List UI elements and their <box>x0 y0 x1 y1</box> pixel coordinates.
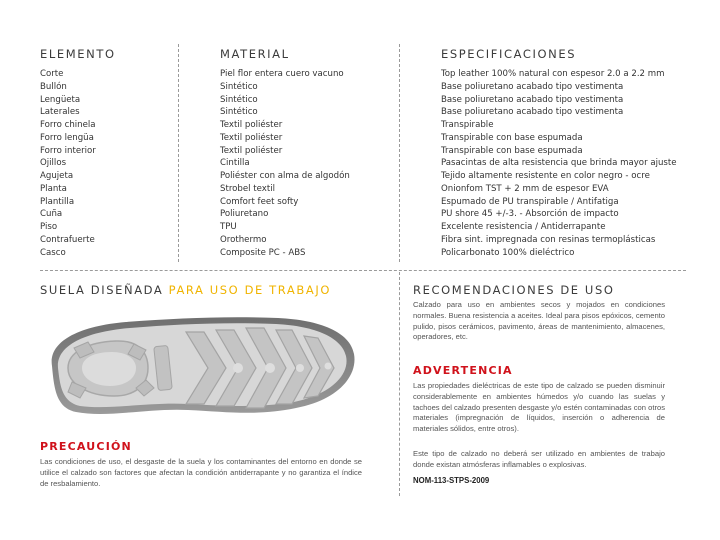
spec-cell: Policarbonato 100% dieléctrico <box>441 247 575 258</box>
spec-cell: Transpirable con base espumada <box>441 145 583 156</box>
elemento-cell: Forro lengüa <box>40 132 94 143</box>
spec-cell: Base poliuretano acabado tipo vestimenta <box>441 81 624 92</box>
material-cell: TPU <box>220 222 237 232</box>
material-cell: Composite PC - ABS <box>220 247 306 258</box>
elemento-cell: Plantilla <box>40 196 75 207</box>
column-divider <box>178 44 179 262</box>
material-cell: Sintético <box>220 81 258 92</box>
elemento-cell: Bullón <box>40 81 67 92</box>
suela-title <box>40 283 331 297</box>
spec-cell: Transpirable <box>441 120 494 130</box>
recomendaciones-text: Calzado para uso en ambientes secos y mojados en condiciones normales. Buena resistencia a aceites. Ideal para pisos epóxicos, cemento pulido, pisos cerámicos, pavimento, áreas de mantenimiento, almacenes, operadores, etc. <box>413 300 665 342</box>
material-cell: Poliéster con alma de algodón <box>220 171 350 181</box>
precaucion-title: PRECAUCIÓN <box>40 440 132 453</box>
elemento-cell: Contrafuerte <box>40 234 95 245</box>
spec-cell: Transpirable con base espumada <box>441 132 583 143</box>
spec-cell: Top leather 100% natural con espesor 2.0 a 2.2 mm <box>441 69 665 79</box>
spec-cell: Pasacintas de alta resistencia que brinda mayor ajuste <box>441 158 677 169</box>
spec-cell: Espumado de PU transpirable / Antifatiga <box>441 196 619 207</box>
material-cell: Sintético <box>220 94 258 105</box>
spec-list <box>441 68 677 259</box>
material-cell: Orothermo <box>220 234 267 245</box>
header-especificaciones: ESPECIFICACIONES <box>441 47 577 61</box>
elemento-cell: Agujeta <box>40 171 74 181</box>
spec-cell: Fibra sint. impregnada con resinas termoplásticas <box>441 234 656 245</box>
spec-cell: Onionfom TST + 2 mm de espesor EVA <box>441 183 609 194</box>
recomendaciones-title: RECOMENDACIONES DE USO <box>413 283 615 297</box>
elemento-cell: Forro chinela <box>40 120 96 130</box>
header-elemento: ELEMENTO <box>40 47 116 61</box>
material-list <box>220 68 350 259</box>
sole-image <box>38 308 360 426</box>
section-divider <box>40 270 686 271</box>
material-cell: Sintético <box>220 107 258 118</box>
suela-title-main: SUELA DISEÑADA <box>40 283 169 297</box>
spec-cell: Base poliuretano acabado tipo vestimenta <box>441 94 624 105</box>
material-cell: Textil poliéster <box>220 145 283 156</box>
material-cell: Strobel textil <box>220 183 276 194</box>
spec-cell: Tejido altamente resistente en color negro - ocre <box>441 171 650 181</box>
spec-cell: Excelente resistencia / Antiderrapante <box>441 222 606 232</box>
material-cell: Poliuretano <box>220 209 269 220</box>
material-cell: Textil poliéster <box>220 132 283 143</box>
elemento-cell: Cuña <box>40 209 63 220</box>
advertencia-text: Las propiedades dieléctricas de este tipo de calzado se pueden disminuir considerablemente en ambientes húmedos y/o cuando las suelas y tachoes del calzado presenten desgaste y/o estén contaminadas con otros materiales (impregnación de líquidos, inserción o adherencia de materiales sólidos, entre otros). <box>413 381 665 434</box>
spec-cell: PU shore 45 +/-3. - Absorción de impacto <box>441 209 619 220</box>
header-material: MATERIAL <box>220 47 290 61</box>
material-cell: Cintilla <box>220 158 250 169</box>
material-cell: Piel flor entera cuero vacuno <box>220 69 344 79</box>
precaucion-text: Las condiciones de uso, el desgaste de la suela y los contaminantes del entorno en donde se utilice el calzado son factores que afectan la condición antiderrapante y no garantiza el índice de resbalamiento. <box>40 457 362 488</box>
elemento-cell: Forro interior <box>40 145 96 156</box>
elemento-cell: Planta <box>40 183 67 194</box>
material-cell: Comfort feet softy <box>220 196 299 207</box>
advertencia-note: Este tipo de calzado no deberá ser utilizado en ambientes de trabajo donde existan atmósferas inflamables o explosivas. <box>413 449 665 469</box>
elemento-cell: Ojillos <box>40 158 67 169</box>
suela-title-accent: PARA USO DE TRABAJO <box>168 283 331 297</box>
elemento-list <box>40 68 96 259</box>
elemento-cell: Lengüeta <box>40 94 81 105</box>
advertencia-title: ADVERTENCIA <box>413 364 513 377</box>
elemento-cell: Corte <box>40 69 64 79</box>
elemento-cell: Casco <box>40 247 66 258</box>
column-divider <box>399 44 400 262</box>
spec-cell: Base poliuretano acabado tipo vestimenta <box>441 107 624 118</box>
column-divider <box>399 272 400 496</box>
elemento-cell: Piso <box>40 222 58 232</box>
material-cell: Textil poliéster <box>220 120 283 130</box>
elemento-cell: Laterales <box>40 107 80 118</box>
norm-label: NOM-113-STPS-2009 <box>413 476 490 485</box>
